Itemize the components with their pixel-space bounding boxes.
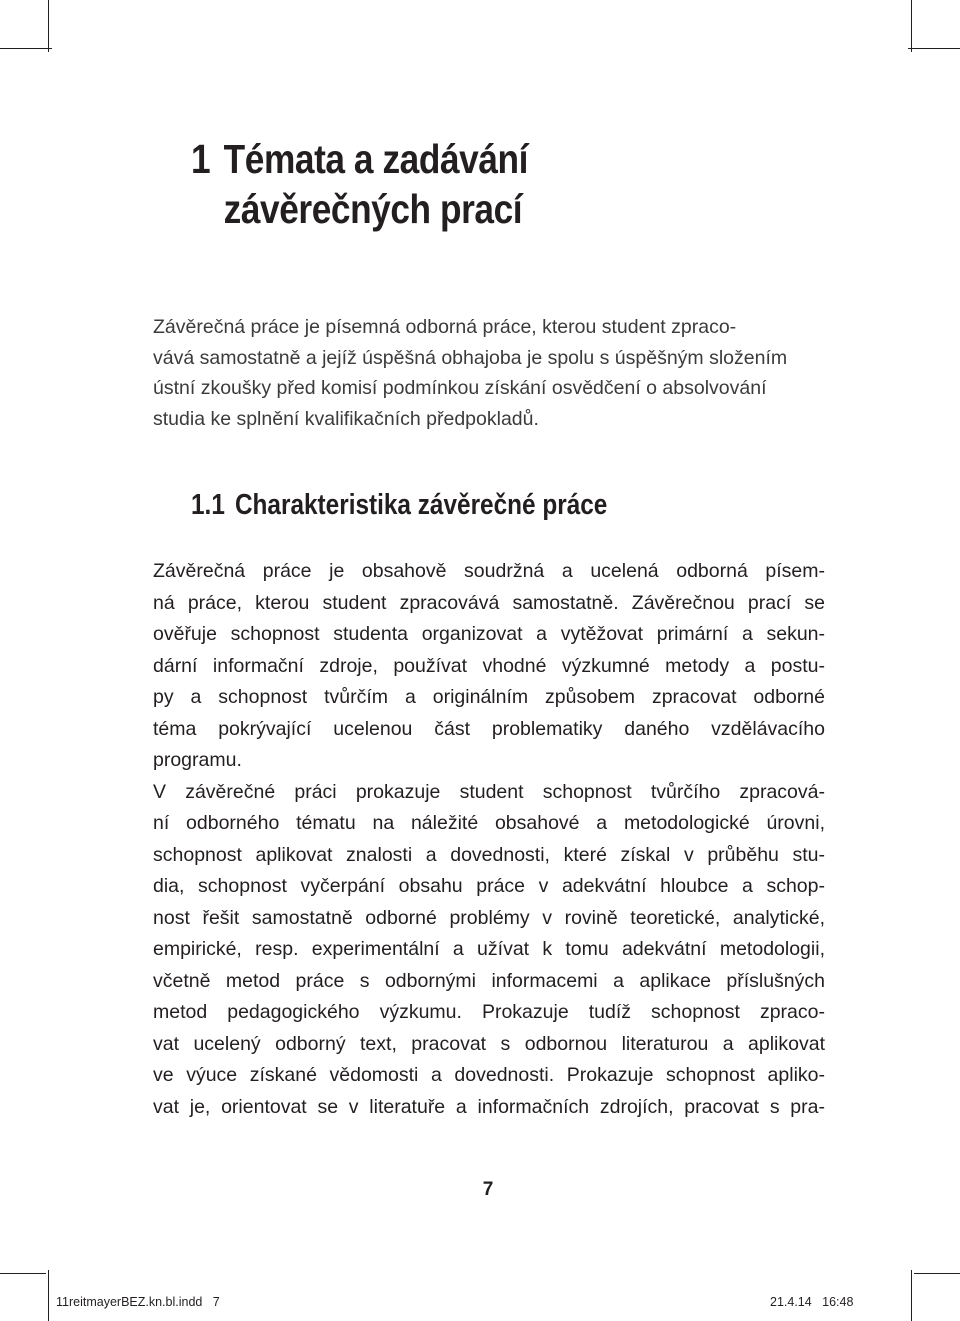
body-line: Závěrečná práce je obsahově soudržná a ucelená odborná písem- [153, 560, 825, 582]
intro-line: ústní zkoušky před komisí podmínkou získání osvědčení o absolvování [153, 377, 767, 399]
body-line: py a schopnost tvůrčím a originálním způsobem zpracovat odborné [153, 686, 825, 708]
body-line: ve výuce získané vědomosti a dovednosti. Prokazuje schopnost apliko- [153, 1064, 825, 1086]
body-line: téma pokrývající ucelenou část problematiky daného vzdělávacího [153, 717, 825, 740]
body-line: ověřuje schopnost studenta organizovat a vytěžovat primární a sekun- [153, 623, 825, 645]
chapter-number: 1 [191, 136, 211, 182]
intro-paragraph [153, 312, 825, 434]
crop-mark-top-right-v [911, 0, 912, 52]
body-line: metod pedagogického výzkumu. Prokazuje tudíž schopnost zpraco- [153, 1001, 825, 1023]
intro-line: studia ke splnění kvalifikačních předpokladů. [153, 407, 539, 430]
section-number: 1.1 [191, 489, 225, 521]
section-heading [191, 485, 607, 525]
body-line: ní odborného tématu na náležité obsahové a metodologické úrovni, [153, 812, 825, 834]
chapter-title-line-2: závěrečných prací [223, 186, 523, 232]
crop-mark-top-right-h [908, 48, 960, 49]
body-line: programu. [153, 749, 242, 771]
body-line: empirické, resp. experimentální a užívat k tomu adekvátní metodologii, [153, 938, 825, 960]
crop-mark-bottom-right-v [911, 1270, 912, 1321]
body-line: včetně metod práce s odbornými informacemi a aplikace příslušných [153, 969, 825, 992]
body-line: vat ucelený odborný text, pracovat s odbornou literaturou a aplikovat [153, 1032, 825, 1055]
body-line: dia, schopnost vyčerpání obsahu práce v adekvátní hloubce a schop- [153, 875, 825, 897]
chapter-title-line-1: 1 Témata a zadávání [191, 136, 528, 182]
body-line: nost řešit samostatně odborné problémy v rovině teoretické, analytické, [153, 906, 825, 929]
crop-mark-bottom-left-h [0, 1273, 46, 1274]
body-line: vat je, orientovat se v literatuře a informačních zdrojích, pracovat s pra- [153, 1095, 825, 1118]
slug-timestamp: 21.4.14 16:48 [770, 1295, 854, 1309]
body-line: dární informační zdroje, používat vhodné výzkumné metody a postu- [153, 654, 825, 677]
intro-line: Závěrečná práce je písemná odborná práce, kterou student zpraco- [153, 316, 737, 338]
section-title: Charakteristika závěrečné práce [234, 489, 608, 521]
chapter-heading [191, 134, 793, 234]
intro-line: vává samostatně a jejíž úspěšná obhajoba je spolu s úspěšným složením [153, 346, 788, 369]
crop-mark-top-left-v [48, 0, 49, 52]
crop-mark-bottom-right-h [914, 1273, 960, 1274]
body-line: V závěrečné práci prokazuje student schopnost tvůrčího zpracová- [153, 780, 825, 803]
body-line: ná práce, kterou student zpracovává samostatně. Závěrečnou prací se [153, 591, 825, 614]
body-line: schopnost aplikovat znalosti a dovednosti, které získal v průběhu stu- [153, 843, 825, 866]
body-text [153, 556, 825, 1123]
crop-mark-top-left-h [0, 48, 52, 49]
page-number: 7 [482, 1179, 494, 1200]
slug-file-name: 11reitmayerBEZ.kn.bl.indd 7 [56, 1295, 220, 1309]
crop-mark-bottom-left-v [48, 1270, 49, 1321]
